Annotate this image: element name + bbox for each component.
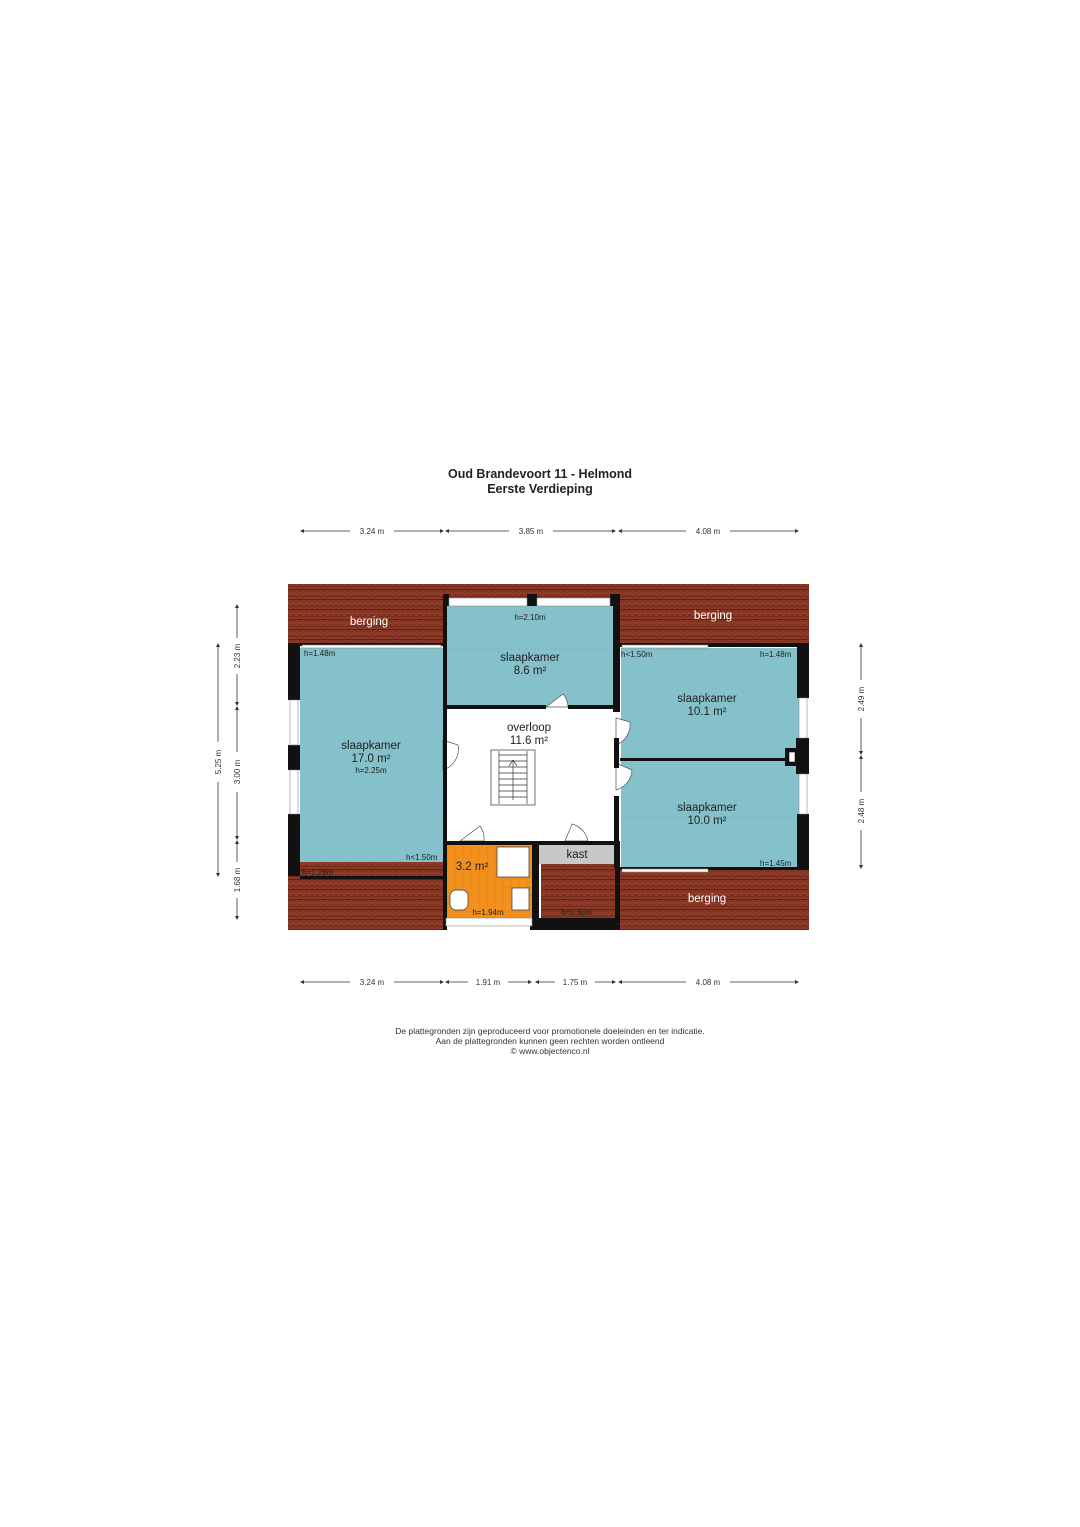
wall-center-left — [443, 594, 447, 930]
top-dimensions — [302, 525, 797, 537]
window-mid-right — [537, 598, 610, 606]
disclaimer-copyright: © www.objectenco.nl — [510, 1046, 590, 1056]
dim-left-2: 3.00 m — [233, 759, 242, 785]
dim-left-total: 5.25 m — [214, 749, 223, 775]
dim-left-3: 1.68 m — [233, 867, 242, 893]
dim-top-1: 3.24 m — [359, 527, 385, 536]
label-area-overloop: 11.6 m² — [509, 735, 549, 747]
window-mid-left — [449, 598, 527, 606]
dim-top-3: 4.08 m — [695, 527, 721, 536]
plan-title-address: Oud Brandevoort 11 - Helmond — [447, 467, 633, 481]
wall-right-rooms-divider — [620, 758, 799, 761]
shower — [497, 847, 529, 877]
roof-left-top — [288, 584, 443, 643]
label-overloop: overloop — [506, 722, 552, 734]
label-slaapkamer-mid: slaapkamer — [500, 652, 560, 664]
wall-left-lower — [288, 814, 300, 876]
wall-bath-right — [532, 841, 539, 930]
right-dimensions — [855, 645, 867, 867]
wall-left-upper — [288, 643, 300, 700]
wall-top-left-corner — [443, 594, 449, 606]
dim-bottom-3: 1.75 m — [562, 978, 588, 987]
label-height-mid: h=2.10m — [514, 613, 546, 622]
label-height-right-top-right: h=1.48m — [760, 650, 792, 659]
dim-right-2: 2.48 m — [857, 798, 866, 824]
wall-left-mid — [288, 745, 300, 770]
label-height-left: h=2.25m — [355, 766, 387, 775]
label-berging-right-top: berging — [693, 610, 733, 622]
dim-left-1: 2.23 m — [233, 643, 242, 669]
wall-storage-right — [615, 841, 620, 930]
staircase — [491, 750, 535, 805]
chimney-flue — [789, 752, 795, 762]
dim-bottom-1: 3.24 m — [359, 978, 385, 987]
label-area-left: 17.0 m² — [351, 753, 391, 765]
dim-bottom-4: 4.08 m — [695, 978, 721, 987]
label-area-badkamer: 3.2 m² — [455, 861, 489, 873]
wall-kneewall-right-top — [622, 645, 708, 648]
toilet — [450, 890, 468, 910]
wall-overloop-top-right — [568, 705, 614, 709]
bottom-dimensions — [302, 976, 797, 988]
wall-storage-bottom — [530, 918, 620, 930]
wall-overloop-bottom — [446, 841, 615, 845]
sink — [512, 888, 529, 910]
disclaimer — [0, 1026, 1080, 1056]
disclaimer-line-2: Aan de plattegronden kunnen geen rechten worden ontleend — [435, 1036, 665, 1046]
label-kast: kast — [566, 849, 588, 861]
label-area-mid: 8.6 m² — [513, 665, 547, 677]
wall-right-upper — [797, 643, 809, 698]
wall-center-right-upper — [613, 594, 620, 712]
wall-kneewall-left — [302, 645, 441, 648]
label-area-right-bottom: 10.0 m² — [687, 815, 727, 827]
dim-top-2: 3.85 m — [518, 527, 544, 536]
window-bathroom — [446, 918, 532, 926]
window-right-upper — [799, 698, 807, 738]
label-area-right-top: 10.1 m² — [687, 706, 727, 718]
wall-top-mullion — [527, 594, 537, 606]
label-height-left-bottom-left: h=1.28m — [302, 868, 334, 877]
window-left-lower — [290, 770, 298, 814]
label-berging-right-bottom: berging — [687, 893, 727, 905]
label-slaapkamer-right-top: slaapkamer — [677, 693, 737, 705]
label-height-badkamer: h=1.94m — [472, 908, 504, 917]
window-left-upper — [290, 700, 298, 745]
room-slaapkamer-right-bottom — [621, 761, 799, 867]
label-height-storage-low: h=0.60m — [561, 908, 593, 917]
disclaimer-line-1: De plattegronden zijn geproduceerd voor promotionele doeleinden en ter indicatie. — [395, 1026, 705, 1036]
label-height-left-bottom-right: h<1.50m — [406, 853, 438, 862]
label-berging-left: berging — [349, 616, 389, 628]
plan-title-floor: Eerste Verdieping — [487, 482, 593, 496]
window-right-lower — [799, 774, 807, 814]
dim-bottom-2: 1.91 m — [475, 978, 501, 987]
wall-center-right-mid — [614, 738, 619, 768]
label-height-left-top: h=1.48m — [304, 649, 336, 658]
left-dimensions — [212, 606, 243, 918]
label-height-right-top-left: h<1.50m — [621, 650, 653, 659]
wall-kneewall-right-bottom — [622, 869, 708, 872]
wall-right-lower — [797, 814, 809, 870]
label-slaapkamer-left: slaapkamer — [341, 740, 401, 752]
wall-top-right-corner — [610, 594, 620, 606]
label-slaapkamer-right-bottom: slaapkamer — [677, 802, 737, 814]
dim-right-1: 2.49 m — [857, 686, 866, 712]
wall-overloop-top-left — [446, 705, 546, 709]
label-height-right-bottom: h=1.45m — [760, 859, 792, 868]
